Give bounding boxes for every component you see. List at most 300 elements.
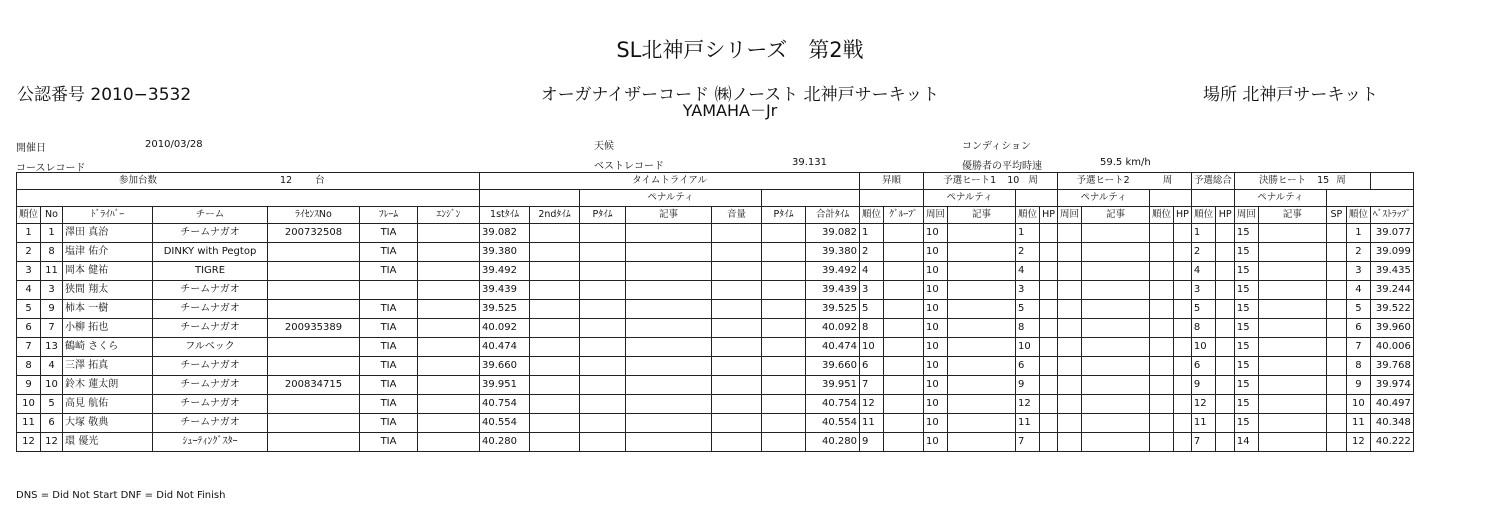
cell-h2-hp (1173, 319, 1191, 338)
cell-engine (418, 414, 480, 433)
cell-ptime-2 (762, 262, 806, 281)
cell-f-sp (1326, 376, 1346, 395)
cell-h1-rank: 7 (1016, 433, 1040, 452)
cell-sound (712, 243, 762, 262)
cell-frame: TIA (360, 414, 418, 433)
cell-frame: TIA (360, 395, 418, 414)
cell-f-laps: 15 (1234, 262, 1258, 281)
cell-h2-note (1081, 281, 1149, 300)
cell-tt-rank: 2 (860, 243, 884, 262)
cell-first-time: 39.439 (480, 281, 530, 300)
cell-total-time: 39.525 (806, 300, 860, 319)
cell-team: チームナガオ (153, 319, 268, 338)
cell-frame: TIA (360, 262, 418, 281)
cell-h2-hp (1173, 224, 1191, 243)
cell-best-lap: 39.768 (1370, 357, 1413, 376)
cell-f-laps: 15 (1234, 414, 1258, 433)
cell-f-laps: 15 (1234, 300, 1258, 319)
date-label: 開催日 (16, 143, 46, 154)
cell-h2-rank (1149, 224, 1173, 243)
cell-h2-rank (1149, 300, 1173, 319)
final-label: 決勝ヒート (1258, 175, 1307, 186)
cell-ptime (580, 357, 626, 376)
cell-note (626, 262, 712, 281)
cell-tt-rank: 8 (860, 319, 884, 338)
cell-note (626, 243, 712, 262)
col-pos: 順位 (17, 207, 41, 224)
cell-group (884, 243, 924, 262)
cell-engine (418, 281, 480, 300)
cell-sound (712, 414, 762, 433)
cell-ptime (580, 224, 626, 243)
cell-no: 12 (41, 433, 63, 452)
cell-best-lap: 39.099 (1370, 243, 1413, 262)
cell-first-time: 39.951 (480, 376, 530, 395)
cell-pos: 9 (17, 376, 41, 395)
cell-no: 6 (41, 414, 63, 433)
cell-tt-rank: 9 (860, 433, 884, 452)
cell-q-hp (1216, 395, 1234, 414)
col-total-time: 合計ﾀｲﾑ (806, 207, 860, 224)
cell-f-note (1258, 224, 1326, 243)
cell-no: 8 (41, 243, 63, 262)
cell-f-laps: 15 (1234, 357, 1258, 376)
cell-f-laps: 15 (1234, 281, 1258, 300)
cell-h2-rank (1149, 319, 1173, 338)
cell-total-time: 39.082 (806, 224, 860, 243)
col-h2-note: 記事 (1081, 207, 1149, 224)
cell-first-time: 40.474 (480, 338, 530, 357)
cell-f-sp (1326, 224, 1346, 243)
cell-h1-note (948, 357, 1016, 376)
col-first-time: 1stﾀｲﾑ (480, 207, 530, 224)
cell-q-rank: 5 (1191, 300, 1216, 319)
cell-second-time (530, 300, 580, 319)
table-row (17, 414, 1414, 433)
col-team: チーム (153, 207, 268, 224)
cell-team: チームナガオ (153, 414, 268, 433)
cell-ptime-2 (762, 376, 806, 395)
cell-best-lap: 39.974 (1370, 376, 1413, 395)
qualifying-total-header: 予選総合 (1191, 173, 1234, 190)
cell-total-time: 40.092 (806, 319, 860, 338)
cell-h2-rank (1149, 243, 1173, 262)
cell-q-rank: 11 (1191, 414, 1216, 433)
cell-ptime (580, 338, 626, 357)
cell-q-rank: 10 (1191, 338, 1216, 357)
cell-h1-rank: 1 (1016, 224, 1040, 243)
cell-q-rank: 12 (1191, 395, 1216, 414)
cell-q-hp (1216, 376, 1234, 395)
cell-frame: TIA (360, 224, 418, 243)
cell-h1-laps: 10 (924, 281, 948, 300)
col-f-sp: SP (1326, 207, 1346, 224)
cell-h2-laps (1057, 376, 1081, 395)
cell-h2-laps (1057, 262, 1081, 281)
cell-second-time (530, 395, 580, 414)
cell-q-rank: 6 (1191, 357, 1216, 376)
cell-h2-hp (1173, 300, 1191, 319)
cell-sound (712, 376, 762, 395)
cell-f-sp (1326, 319, 1346, 338)
cell-f-laps: 14 (1234, 433, 1258, 452)
cell-tt-rank: 6 (860, 357, 884, 376)
cell-pos: 5 (17, 300, 41, 319)
cell-h1-laps: 10 (924, 300, 948, 319)
cell-best-lap: 39.960 (1370, 319, 1413, 338)
cell-pos: 12 (17, 433, 41, 452)
cell-second-time (530, 433, 580, 452)
cell-total-time: 39.439 (806, 281, 860, 300)
certification-number: 公認番号 2010−3532 (17, 85, 192, 105)
cell-ptime (580, 281, 626, 300)
cell-second-time (530, 262, 580, 281)
cell-frame: TIA (360, 357, 418, 376)
course-record-label: コースレコード (16, 163, 86, 174)
col-h2-laps: 周回 (1057, 207, 1081, 224)
cell-pos: 6 (17, 319, 41, 338)
cell-license (268, 300, 360, 319)
cell-pos: 10 (17, 395, 41, 414)
cell-driver: 環 優光 (63, 433, 153, 452)
date-value: 2010/03/28 (145, 139, 203, 150)
column-header-row (17, 207, 1414, 224)
cell-second-time (530, 376, 580, 395)
cell-tt-rank: 4 (860, 262, 884, 281)
cell-engine (418, 243, 480, 262)
cell-best-lap: 39.435 (1370, 262, 1413, 281)
heat1-laps-unit: 周 (1028, 175, 1038, 186)
cell-frame: TIA (360, 376, 418, 395)
cell-h1-rank: 5 (1016, 300, 1040, 319)
cell-tt-rank: 12 (860, 395, 884, 414)
cell-h1-hp (1040, 262, 1058, 281)
cell-frame (360, 281, 418, 300)
final-laps: 15 (1317, 175, 1330, 186)
cell-f-laps: 15 (1234, 338, 1258, 357)
cell-driver: 三澤 拓真 (63, 357, 153, 376)
cell-f-sp (1326, 414, 1346, 433)
cell-total-time: 39.951 (806, 376, 860, 395)
cell-f-note (1258, 414, 1326, 433)
cell-first-time: 39.660 (480, 357, 530, 376)
cell-engine (418, 224, 480, 243)
cell-sound (712, 300, 762, 319)
col-h1-hp: HP (1040, 207, 1058, 224)
cell-driver: 狭間 翔太 (63, 281, 153, 300)
col-q-hp: HP (1216, 207, 1234, 224)
cell-h2-hp (1173, 433, 1191, 452)
cell-note (626, 319, 712, 338)
cell-driver: 鈴木 蓮太朗 (63, 376, 153, 395)
cell-note (626, 376, 712, 395)
cell-h2-rank (1149, 281, 1173, 300)
table-row (17, 357, 1414, 376)
col-engine: ｴﾝｼﾞﾝ (418, 207, 480, 224)
cell-q-hp (1216, 300, 1234, 319)
cell-h2-rank (1149, 262, 1173, 281)
cell-h1-laps: 10 (924, 319, 948, 338)
location: 場所 北神戸サーキット (1203, 85, 1379, 105)
cell-team: フルベック (153, 338, 268, 357)
cell-group (884, 338, 924, 357)
cell-h1-rank: 6 (1016, 357, 1040, 376)
cell-f-rank: 12 (1346, 433, 1370, 452)
cell-h1-rank: 8 (1016, 319, 1040, 338)
cell-f-rank: 2 (1346, 243, 1370, 262)
cell-engine (418, 433, 480, 452)
cell-group (884, 281, 924, 300)
cell-second-time (530, 243, 580, 262)
cell-license (268, 338, 360, 357)
cell-best-lap: 40.497 (1370, 395, 1413, 414)
cell-pos: 3 (17, 262, 41, 281)
class-name: YAMAHA－Jr (682, 101, 778, 120)
cell-group (884, 224, 924, 243)
cell-h2-rank (1149, 414, 1173, 433)
best-record-value: 39.131 (792, 157, 827, 168)
cell-note (626, 433, 712, 452)
cell-h2-hp (1173, 395, 1191, 414)
cell-f-note (1258, 319, 1326, 338)
cell-f-rank: 1 (1346, 224, 1370, 243)
cell-f-rank: 7 (1346, 338, 1370, 357)
cell-ptime-2 (762, 414, 806, 433)
col-f-rank: 順位 (1346, 207, 1370, 224)
cell-no: 3 (41, 281, 63, 300)
cell-h1-hp (1040, 376, 1058, 395)
cell-q-rank: 7 (1191, 433, 1216, 452)
cell-q-rank: 3 (1191, 281, 1216, 300)
table-row (17, 243, 1414, 262)
cell-h2-hp (1173, 262, 1191, 281)
cell-h2-hp (1173, 281, 1191, 300)
cell-tt-rank: 11 (860, 414, 884, 433)
cell-h1-rank: 10 (1016, 338, 1040, 357)
cell-team: TIGRE (153, 262, 268, 281)
cell-ptime-2 (762, 319, 806, 338)
cell-license (268, 357, 360, 376)
cell-h1-rank: 11 (1016, 414, 1040, 433)
cell-second-time (530, 338, 580, 357)
cell-h2-note (1081, 262, 1149, 281)
final-penalty-header: ペナルティ (1234, 190, 1326, 207)
cell-engine (418, 376, 480, 395)
cell-group (884, 414, 924, 433)
cell-driver: 澤田 真治 (63, 224, 153, 243)
condition-label: コンディション (962, 141, 1031, 152)
cell-license (268, 243, 360, 262)
cell-h1-laps: 10 (924, 376, 948, 395)
cell-f-sp (1326, 395, 1346, 414)
cell-h1-laps: 10 (924, 357, 948, 376)
cell-team: ｼｭｰﾃｨﾝｸﾞｽﾀｰ (153, 433, 268, 452)
cell-pos: 2 (17, 243, 41, 262)
cell-ptime-2 (762, 281, 806, 300)
cell-h1-note (948, 262, 1016, 281)
cell-h1-laps: 10 (924, 414, 948, 433)
cell-no: 1 (41, 224, 63, 243)
cell-engine (418, 262, 480, 281)
cell-h1-rank: 9 (1016, 376, 1040, 395)
cell-pos: 8 (17, 357, 41, 376)
cell-total-time: 40.280 (806, 433, 860, 452)
cell-h2-note (1081, 357, 1149, 376)
cell-no: 7 (41, 319, 63, 338)
col-h1-note: 記事 (948, 207, 1016, 224)
organizer-code: オーガナイザーコード ㈱ノースト 北神戸サーキット (540, 85, 940, 105)
cell-team: チームナガオ (153, 300, 268, 319)
cell-h1-laps: 10 (924, 224, 948, 243)
cell-h1-hp (1040, 319, 1058, 338)
cell-h2-hp (1173, 243, 1191, 262)
avg-speed-value: 59.5 km/h (1100, 157, 1151, 168)
cell-ptime (580, 395, 626, 414)
final-laps-unit: 周 (1336, 175, 1346, 186)
cell-frame: TIA (360, 300, 418, 319)
col-rank: 順位 (860, 207, 884, 224)
col-h1-laps: 周回 (924, 207, 948, 224)
cell-sound (712, 357, 762, 376)
cell-h1-laps: 10 (924, 243, 948, 262)
cell-f-note (1258, 376, 1326, 395)
cell-h2-laps (1057, 243, 1081, 262)
table-row (17, 433, 1414, 452)
col-f-laps: 周回 (1234, 207, 1258, 224)
cell-license (268, 395, 360, 414)
cell-tt-rank: 5 (860, 300, 884, 319)
cell-q-rank: 2 (1191, 243, 1216, 262)
entries-unit: 台 (315, 175, 325, 186)
cell-ptime-2 (762, 300, 806, 319)
cell-f-laps: 15 (1234, 319, 1258, 338)
cell-q-rank: 8 (1191, 319, 1216, 338)
cell-ptime (580, 262, 626, 281)
cell-group (884, 319, 924, 338)
cell-no: 4 (41, 357, 63, 376)
cell-h1-laps: 10 (924, 395, 948, 414)
heat2-header (1057, 173, 1191, 190)
col-h2-rank: 順位 (1149, 207, 1173, 224)
cell-h2-rank (1149, 357, 1173, 376)
cell-f-note (1258, 433, 1326, 452)
page-title: SL北神戸シリーズ 第2戦 (616, 38, 864, 62)
heat2-laps-unit: 周 (1162, 175, 1173, 186)
cell-note (626, 414, 712, 433)
cell-f-rank: 6 (1346, 319, 1370, 338)
cell-h1-hp (1040, 300, 1058, 319)
cell-q-hp (1216, 414, 1234, 433)
time-trial-header: タイムトライアル (480, 173, 860, 190)
cell-f-rank: 5 (1346, 300, 1370, 319)
cell-note (626, 281, 712, 300)
cell-best-lap: 40.006 (1370, 338, 1413, 357)
col-f-note: 記事 (1258, 207, 1326, 224)
cell-first-time: 40.754 (480, 395, 530, 414)
cell-driver: 塩津 佑介 (63, 243, 153, 262)
cell-f-sp (1326, 433, 1346, 452)
cell-best-lap: 40.348 (1370, 414, 1413, 433)
footer-legend: DNS = Did Not Start DNF = Did Not Finish (16, 490, 226, 501)
cell-q-hp (1216, 357, 1234, 376)
cell-h2-note (1081, 376, 1149, 395)
cell-note (626, 395, 712, 414)
cell-driver: 鶴崎 さくら (63, 338, 153, 357)
cell-no: 9 (41, 300, 63, 319)
cell-driver: 岡本 健祐 (63, 262, 153, 281)
cell-license: 200834715 (268, 376, 360, 395)
table-row (17, 300, 1414, 319)
cell-ptime-2 (762, 433, 806, 452)
cell-ptime-2 (762, 224, 806, 243)
cell-ptime (580, 243, 626, 262)
cell-sound (712, 281, 762, 300)
col-note: 記事 (626, 207, 712, 224)
cell-h1-note (948, 224, 1016, 243)
cell-h2-note (1081, 433, 1149, 452)
cell-h1-hp (1040, 243, 1058, 262)
cell-f-laps: 15 (1234, 376, 1258, 395)
best-record-label: ベストレコード (594, 161, 664, 172)
cell-h2-laps (1057, 319, 1081, 338)
entries-count: 12 (280, 175, 293, 186)
cell-f-laps: 15 (1234, 243, 1258, 262)
cell-h2-laps (1057, 300, 1081, 319)
cell-h2-hp (1173, 357, 1191, 376)
cell-engine (418, 395, 480, 414)
cell-h2-rank (1149, 376, 1173, 395)
cell-f-sp (1326, 338, 1346, 357)
cell-h2-note (1081, 414, 1149, 433)
heat2-label: 予選ヒート2 (1076, 175, 1130, 186)
cell-h1-rank: 4 (1016, 262, 1040, 281)
cell-h1-note (948, 376, 1016, 395)
cell-f-sp (1326, 357, 1346, 376)
cell-h2-laps (1057, 414, 1081, 433)
cell-h2-rank (1149, 338, 1173, 357)
cell-frame: TIA (360, 433, 418, 452)
cell-team: チームナガオ (153, 281, 268, 300)
col-frame: ﾌﾚｰﾑ (360, 207, 418, 224)
cell-q-hp (1216, 224, 1234, 243)
cell-sound (712, 433, 762, 452)
cell-h2-hp (1173, 414, 1191, 433)
cell-tt-rank: 10 (860, 338, 884, 357)
cell-h2-laps (1057, 224, 1081, 243)
cell-engine (418, 300, 480, 319)
cell-second-time (530, 224, 580, 243)
cell-license: 200935389 (268, 319, 360, 338)
cell-h2-note (1081, 395, 1149, 414)
results-table (16, 172, 1414, 452)
col-h1-rank: 順位 (1016, 207, 1040, 224)
cell-h2-laps (1057, 433, 1081, 452)
cell-h1-rank: 3 (1016, 281, 1040, 300)
cell-h2-laps (1057, 357, 1081, 376)
cell-f-note (1258, 262, 1326, 281)
col-sound: 音量 (712, 207, 762, 224)
table-row (17, 319, 1414, 338)
cell-ptime-2 (762, 357, 806, 376)
cell-f-rank: 11 (1346, 414, 1370, 433)
cell-f-rank: 3 (1346, 262, 1370, 281)
cell-h2-hp (1173, 338, 1191, 357)
cell-h1-note (948, 281, 1016, 300)
cell-tt-rank: 3 (860, 281, 884, 300)
cell-h2-note (1081, 224, 1149, 243)
cell-f-laps: 15 (1234, 395, 1258, 414)
cell-ptime (580, 433, 626, 452)
